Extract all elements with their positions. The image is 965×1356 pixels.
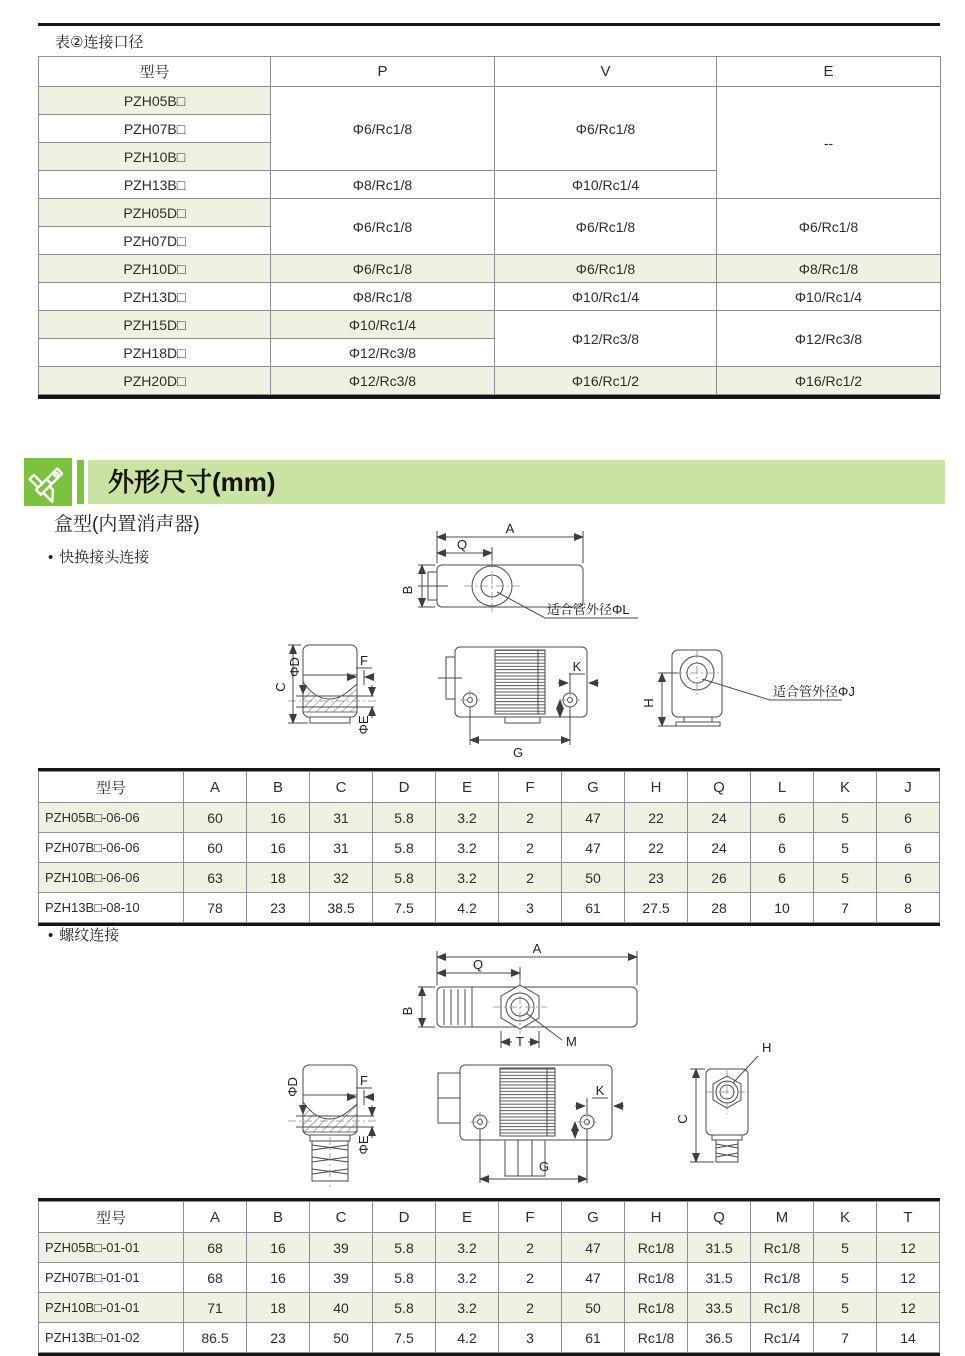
dim-label-phid: ΦD	[287, 657, 302, 677]
dim-table-quick-grid	[38, 771, 940, 923]
port-table-title: 表②连接口径	[55, 34, 144, 51]
section-header	[88, 460, 945, 504]
value-cell: 47	[562, 1233, 625, 1263]
table-row	[39, 1293, 940, 1323]
model-cell: PZH13B□-08-10	[39, 893, 184, 923]
bullet-threaded	[48, 924, 119, 945]
quick-connect-drawings	[250, 515, 940, 765]
column-header: H	[625, 772, 688, 803]
column-header: K	[814, 1202, 877, 1233]
dim-label-phie: ΦE	[356, 1135, 371, 1155]
bullet-dot: •	[48, 549, 54, 566]
quick-top-view	[400, 521, 638, 618]
thread-front-view	[438, 1065, 624, 1183]
value-cell: 31.5	[688, 1263, 751, 1293]
value-cell: 6	[877, 863, 940, 893]
column-header: T	[877, 1202, 940, 1233]
table-row	[39, 87, 941, 115]
model-cell: PZH13D□	[39, 283, 271, 311]
value-cell: 2	[499, 803, 562, 833]
value-cell: 24	[688, 803, 751, 833]
value-cell: 16	[247, 1263, 310, 1293]
column-header: E	[436, 1202, 499, 1233]
value-cell: 78	[184, 893, 247, 923]
section-icon-box	[24, 458, 72, 506]
dim-label-g: G	[512, 745, 524, 760]
value-cell: 5.8	[373, 833, 436, 863]
value-cell: 6	[751, 863, 814, 893]
value-cell: 3.2	[436, 1233, 499, 1263]
value-cell: 50	[310, 1323, 373, 1353]
model-cell: PZH07D□	[39, 227, 271, 255]
value-cell: 3.2	[436, 1263, 499, 1293]
value-cell: 5.8	[373, 1263, 436, 1293]
value-cell: Φ6/Rc1/8	[717, 199, 941, 255]
table-row	[39, 199, 941, 227]
threaded-drawings	[250, 940, 960, 1195]
value-cell: 26	[688, 863, 751, 893]
dim-label-f: F	[360, 1073, 368, 1088]
dim-label-f: F	[360, 653, 368, 668]
model-cell: PZH05B□-06-06	[39, 803, 184, 833]
value-cell: 61	[562, 893, 625, 923]
dim-label-k: K	[595, 1083, 605, 1098]
model-cell: PZH07B□-06-06	[39, 833, 184, 863]
value-cell: 5	[814, 833, 877, 863]
value-cell: 2	[499, 863, 562, 893]
table-row	[39, 893, 940, 923]
value-cell: 23	[247, 893, 310, 923]
quick-side-view	[273, 645, 376, 735]
value-cell: 16	[247, 1233, 310, 1263]
value-cell: 2	[499, 1233, 562, 1263]
value-cell: 68	[184, 1263, 247, 1293]
value-cell: 39	[310, 1233, 373, 1263]
column-header: Q	[688, 772, 751, 803]
dim-label-m: M	[566, 1034, 577, 1049]
column-header: D	[373, 1202, 436, 1233]
column-header: G	[562, 1202, 625, 1233]
value-cell: Rc1/8	[625, 1323, 688, 1353]
column-header: J	[877, 772, 940, 803]
value-cell: 12	[877, 1263, 940, 1293]
value-cell: 18	[247, 1293, 310, 1323]
value-cell: 3.2	[436, 863, 499, 893]
column-header: 型号	[39, 57, 271, 87]
model-cell: PZH18D□	[39, 339, 271, 367]
value-cell: 31	[310, 803, 373, 833]
table-row	[39, 833, 940, 863]
value-cell: 47	[562, 1263, 625, 1293]
value-cell: Φ16/Rc1/2	[495, 367, 717, 395]
column-header: E	[717, 57, 941, 87]
value-cell: 16	[247, 803, 310, 833]
value-cell: 32	[310, 863, 373, 893]
dim-label-b: B	[400, 585, 415, 595]
value-cell: Rc1/8	[625, 1233, 688, 1263]
value-cell: 8	[877, 893, 940, 923]
value-cell: 33.5	[688, 1293, 751, 1323]
model-cell: PZH10B□-01-01	[39, 1293, 184, 1323]
dim-label-q: Q	[472, 957, 484, 972]
value-cell: 50	[562, 863, 625, 893]
value-cell: Φ10/Rc1/4	[495, 171, 717, 199]
header-row	[39, 1202, 940, 1233]
value-cell: 31.5	[688, 1233, 751, 1263]
column-header: Q	[688, 1202, 751, 1233]
model-cell: PZH10B□-06-06	[39, 863, 184, 893]
value-cell: 3.2	[436, 803, 499, 833]
column-header: 型号	[39, 772, 184, 803]
value-cell: 3.2	[436, 833, 499, 863]
model-cell: PZH10D□	[39, 255, 271, 283]
value-cell: 40	[310, 1293, 373, 1323]
value-cell: Φ8/Rc1/8	[717, 255, 941, 283]
value-cell: 71	[184, 1293, 247, 1323]
dim-label-h: H	[762, 1040, 772, 1055]
value-cell: 5.8	[373, 1293, 436, 1323]
value-cell: Rc1/8	[751, 1263, 814, 1293]
dim-table-thread-grid	[38, 1201, 940, 1353]
column-header: D	[373, 772, 436, 803]
value-cell: Φ12/Rc3/8	[717, 311, 941, 367]
section-title: 外形尺寸(mm)	[108, 467, 276, 497]
pipe-od-note-j: 适合管外径ΦJ	[773, 684, 855, 699]
value-cell: 36.5	[688, 1323, 751, 1353]
column-header: K	[814, 772, 877, 803]
value-cell: --	[717, 87, 941, 199]
column-header: C	[310, 772, 373, 803]
caliper-icon	[24, 458, 72, 506]
port-table	[38, 56, 940, 399]
value-cell: 7.5	[373, 1323, 436, 1353]
value-cell: 63	[184, 863, 247, 893]
value-cell: 86.5	[184, 1323, 247, 1353]
value-cell: 60	[184, 803, 247, 833]
value-cell: 6	[751, 833, 814, 863]
value-cell: Φ6/Rc1/8	[495, 255, 717, 283]
table-row	[39, 863, 940, 893]
value-cell: 12	[877, 1293, 940, 1323]
column-header: F	[499, 772, 562, 803]
value-cell: 28	[688, 893, 751, 923]
column-header: M	[751, 1202, 814, 1233]
value-cell: Rc1/4	[751, 1323, 814, 1353]
model-cell: PZH15D□	[39, 311, 271, 339]
value-cell: Φ6/Rc1/8	[495, 87, 717, 171]
value-cell: 14	[877, 1323, 940, 1353]
value-cell: 27.5	[625, 893, 688, 923]
value-cell: Φ12/Rc3/8	[495, 311, 717, 367]
thread-end-view	[675, 1040, 771, 1162]
dim-label-q: Q	[456, 537, 468, 552]
dim-label-c: C	[273, 682, 288, 692]
column-header: C	[310, 1202, 373, 1233]
value-cell: 24	[688, 833, 751, 863]
column-header: B	[247, 1202, 310, 1233]
value-cell: 68	[184, 1233, 247, 1263]
value-cell: Rc1/8	[751, 1233, 814, 1263]
value-cell: 39	[310, 1263, 373, 1293]
column-header: V	[495, 57, 717, 87]
dim-label-phid: ΦD	[285, 1077, 300, 1097]
column-header: A	[184, 772, 247, 803]
value-cell: Rc1/8	[625, 1293, 688, 1323]
column-header: H	[625, 1202, 688, 1233]
value-cell: 31	[310, 833, 373, 863]
value-cell: 6	[877, 803, 940, 833]
pipe-od-note-l: 适合管外径ΦL	[547, 602, 630, 617]
value-cell: Φ8/Rc1/8	[271, 171, 495, 199]
bullet-dot: •	[48, 927, 54, 944]
value-cell: 5.8	[373, 1233, 436, 1263]
value-cell: Φ10/Rc1/4	[271, 311, 495, 339]
model-cell: PZH05B□	[39, 87, 271, 115]
dim-label-c: C	[675, 1114, 690, 1124]
column-header: B	[247, 772, 310, 803]
value-cell: 6	[877, 833, 940, 863]
column-header: P	[271, 57, 495, 87]
model-cell: PZH07B□-01-01	[39, 1263, 184, 1293]
value-cell: Φ6/Rc1/8	[495, 199, 717, 255]
value-cell: 50	[562, 1293, 625, 1323]
value-cell: Φ8/Rc1/8	[271, 283, 495, 311]
value-cell: 5.8	[373, 863, 436, 893]
value-cell: Φ16/Rc1/2	[717, 367, 941, 395]
dim-label-phie: ΦE	[356, 715, 371, 735]
value-cell: 3.2	[436, 1293, 499, 1323]
port-table-grid	[38, 56, 941, 395]
table-row	[39, 311, 941, 339]
model-cell: PZH20D□	[39, 367, 271, 395]
bullet-quick-label: 快换接头连接	[59, 549, 150, 566]
value-cell: 4.2	[436, 1323, 499, 1353]
column-header: L	[751, 772, 814, 803]
value-cell: 23	[247, 1323, 310, 1353]
value-cell: 12	[877, 1233, 940, 1263]
value-cell: 61	[562, 1323, 625, 1353]
value-cell: 16	[247, 833, 310, 863]
quick-end-view	[641, 650, 855, 726]
value-cell: Φ6/Rc1/8	[271, 87, 495, 171]
dim-table-quick	[38, 768, 940, 926]
dim-label-a: A	[505, 521, 515, 536]
value-cell: 3	[499, 1323, 562, 1353]
dim-label-t: T	[516, 1034, 524, 1049]
section-accent-bar	[77, 460, 84, 504]
value-cell: 47	[562, 803, 625, 833]
value-cell: Φ12/Rc3/8	[271, 339, 495, 367]
value-cell: 60	[184, 833, 247, 863]
value-cell: 23	[625, 863, 688, 893]
thread-side-view	[285, 1065, 376, 1187]
value-cell: 22	[625, 803, 688, 833]
column-header: G	[562, 772, 625, 803]
value-cell: 5.8	[373, 803, 436, 833]
value-cell: Φ10/Rc1/4	[717, 283, 941, 311]
header-row	[39, 772, 940, 803]
table-row	[39, 1263, 940, 1293]
value-cell: 7	[814, 1323, 877, 1353]
table-row	[39, 283, 941, 311]
model-cell: PZH10B□	[39, 143, 271, 171]
model-cell: PZH07B□	[39, 115, 271, 143]
value-cell: Φ6/Rc1/8	[271, 255, 495, 283]
value-cell: 2	[499, 1263, 562, 1293]
value-cell: 38.5	[310, 893, 373, 923]
table-row	[39, 1233, 940, 1263]
table-row	[39, 1323, 940, 1353]
table-row	[39, 367, 941, 395]
value-cell: 47	[562, 833, 625, 863]
value-cell: 7	[814, 893, 877, 923]
column-header: F	[499, 1202, 562, 1233]
value-cell: Φ10/Rc1/4	[495, 283, 717, 311]
table-row	[39, 255, 941, 283]
model-cell: PZH13B□	[39, 171, 271, 199]
value-cell: 5	[814, 1263, 877, 1293]
value-cell: 10	[751, 893, 814, 923]
value-cell: Φ12/Rc3/8	[271, 367, 495, 395]
header-row	[39, 57, 941, 87]
value-cell: 7.5	[373, 893, 436, 923]
dim-table-thread	[38, 1198, 940, 1356]
value-cell: 5	[814, 803, 877, 833]
model-cell: PZH05D□	[39, 199, 271, 227]
value-cell: 4.2	[436, 893, 499, 923]
value-cell: 5	[814, 1233, 877, 1263]
column-header: A	[184, 1202, 247, 1233]
dim-label-k: K	[572, 659, 582, 674]
value-cell: 2	[499, 1293, 562, 1323]
bullet-quick-connect	[48, 546, 149, 567]
column-header: E	[436, 772, 499, 803]
value-cell: 18	[247, 863, 310, 893]
dim-label-g: G	[538, 1159, 550, 1174]
model-cell: PZH13B□-01-02	[39, 1323, 184, 1353]
value-cell: 2	[499, 833, 562, 863]
dim-label-a: A	[532, 941, 542, 956]
column-header: 型号	[39, 1202, 184, 1233]
subsection-title: 盒型(内置消声器)	[54, 514, 200, 535]
dim-label-h: H	[641, 698, 656, 708]
model-cell: PZH05B□-01-01	[39, 1233, 184, 1263]
value-cell: Φ6/Rc1/8	[271, 199, 495, 255]
value-cell: 5	[814, 863, 877, 893]
value-cell: Rc1/8	[625, 1263, 688, 1293]
page-top-rule	[38, 23, 940, 26]
thread-top-view	[400, 941, 637, 1049]
value-cell: 22	[625, 833, 688, 863]
dim-label-b: B	[400, 1006, 415, 1016]
value-cell: 3	[499, 893, 562, 923]
table-row	[39, 803, 940, 833]
value-cell: Rc1/8	[751, 1293, 814, 1323]
bullet-thread-label: 螺纹连接	[59, 927, 120, 944]
value-cell: 6	[751, 803, 814, 833]
quick-front-view	[438, 647, 599, 760]
value-cell: 5	[814, 1293, 877, 1323]
